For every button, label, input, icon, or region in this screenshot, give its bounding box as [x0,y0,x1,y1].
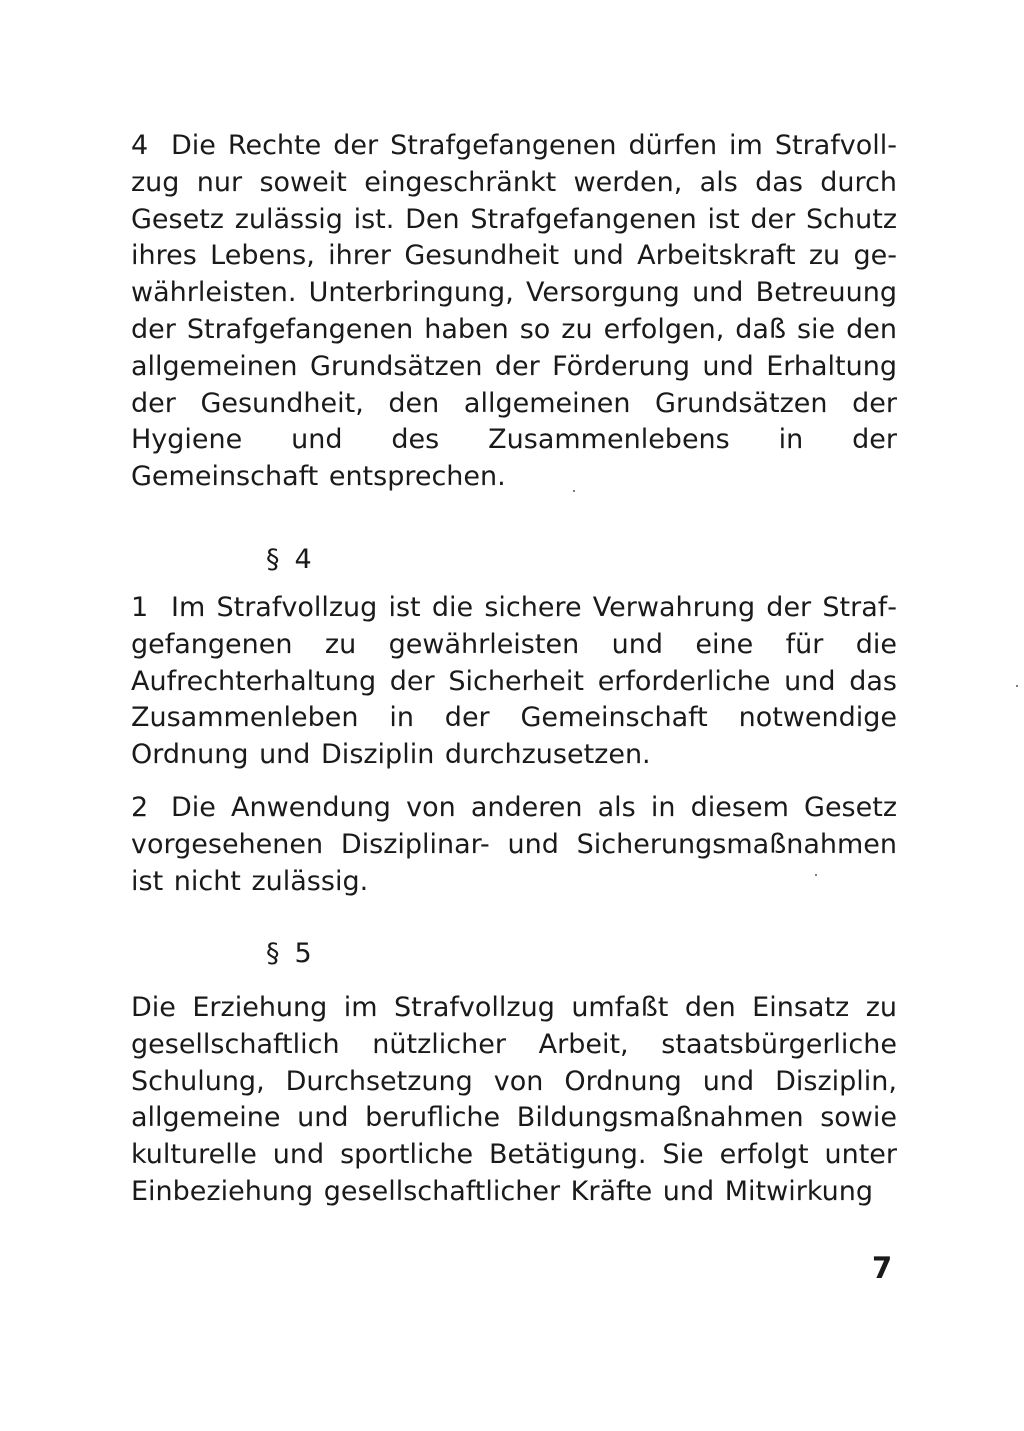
paragraph-education [131,990,897,1211]
section-number: 5 [294,938,313,969]
paragraph-number: 1 [131,592,149,623]
section-heading-5 [266,936,313,972]
section-number: 4 [294,544,313,575]
paragraph-number: 2 [131,792,149,823]
scan-speck [815,874,817,876]
scan-speck [1016,685,1018,687]
paragraph-text: Die Anwendung von anderen als in diesem Gesetz vorgesehenen Disziplinar- und Sicherungsmaßnahmen ist nicht zulässig. [131,792,897,897]
paragraph-text: Die Rechte der Strafgefangenen dürfen im Strafvollzug nur soweit eingeschränkt werden, als das durch Gesetz zulässig ist. Den Strafgefangenen ist der Schutz ihres Lebens, ihrer Gesundheit und Arbeitskraft zu gewährleisten. Unterbringung, Versorgung und Betreuung der Strafgefangenen haben so zu erfolgen, daß sie den allgemeinen Grundsätzen der Förderung und Erhaltung der Gesundheit, den allgemeinen Grundsätzen der Hygiene und des Zusammenlebens in der Gemeinschaft entsprechen. [131,130,897,493]
section-sign: § [266,938,281,969]
page-number: 7 [872,1251,893,1285]
paragraph-security-order [131,590,897,774]
paragraph-rights-of-prisoners [131,128,897,496]
paragraph-disciplinary-measures [131,790,897,900]
paragraph-text: Die Erziehung im Strafvollzug umfaßt den Einsatz zu gesellschaftlich nützlicher Arbeit, staatsbürgerliche Schulung, Durchsetzung von Ordnung und Disziplin, allgemeine und berufliche Bildungsmaßnahmen sowie kulturelle und sportliche Betätigung. Sie erfolgt unter Einbeziehung gesellschaftlicher Kräfte und Mitwirkung [131,992,897,1207]
section-sign: § [266,544,281,575]
scan-speck [573,490,575,492]
section-heading-4 [266,542,313,578]
paragraph-number: 4 [131,130,149,161]
paragraph-text: Im Strafvollzug ist die sichere Verwahrung der Strafgefangenen zu gewährleisten und eine für die Aufrechterhaltung der Sicherheit erforderliche und das Zusammenleben in der Gemeinschaft notwendige Ordnung und Disziplin durchzusetzen. [131,592,897,771]
